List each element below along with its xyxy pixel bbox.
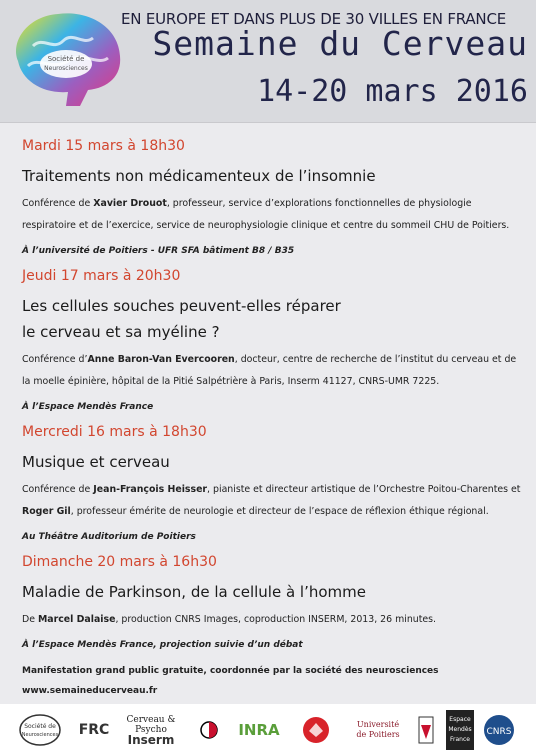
logo-cnrs bbox=[482, 710, 516, 750]
speaker-name: Roger Gil bbox=[22, 506, 71, 517]
svg-text:Neurosciences: Neurosciences bbox=[44, 65, 88, 72]
event-title: Traitements non médicamenteux de l’insomnie bbox=[22, 167, 376, 185]
partner-logos bbox=[0, 704, 536, 755]
event-title: Les cellules souches peuvent-elles réparer le cerveau et sa myéline ? bbox=[22, 297, 341, 341]
website-link[interactable]: www.semaineducerveau.fr bbox=[22, 686, 158, 696]
event-4 bbox=[22, 553, 522, 651]
page-title: Semaine du Cerveau bbox=[152, 24, 528, 63]
event-1 bbox=[22, 137, 522, 257]
event-2 bbox=[22, 267, 522, 413]
event-description: De Marcel Dalaise, production CNRS Images, coproduction INSERM, 2013, 26 minutes. bbox=[22, 614, 437, 625]
event-description: Conférence de Xavier Drouot, professeur, service d’explorations fonctionnelles de physiologie respiratoire et de l’exercice, service de neurophysiologie clinique et centre du sommeil CHU de Poitiers. bbox=[22, 198, 510, 231]
event-description: Conférence d’Anne Baron-Van Evercooren, docteur, centre de recherche de l’institut du cerveau et de la moelle épinière, hôpital de la Pitié Salpétrière à Paris, Inserm 41127, CNRS-UMR 7225. bbox=[22, 354, 517, 387]
event-location: À l’Espace Mendès France, projection suivie d’un débat bbox=[22, 640, 303, 650]
speaker-name: Anne Baron-Van Evercooren bbox=[87, 354, 235, 365]
svg-text:Société de: Société de bbox=[24, 723, 56, 730]
footer-note: Manifestation grand public gratuite, coordonnée par la société des neurosciences bbox=[22, 666, 439, 676]
logo-universite-poitiers: Université de Poitiers bbox=[356, 720, 400, 739]
svg-text:Neurosciences: Neurosciences bbox=[21, 732, 59, 738]
svg-text:Société de: Société de bbox=[47, 55, 85, 63]
event-description: Conférence de Jean-François Heisser, pianiste et directeur artistique de l’Orchestre Poitou-Charentes et Roger Gil, professeur émérite de neurologie et directeur de l’espace de réflexion éthique régional. bbox=[22, 484, 521, 517]
header-tagline: EN EUROPE ET DANS PLUS DE 30 VILLES EN FRANCE bbox=[121, 10, 506, 28]
logo-frc: FRC bbox=[78, 722, 110, 738]
event-dates: 14-20 mars 2016 bbox=[257, 74, 528, 109]
logo-societe-neurosciences bbox=[16, 710, 64, 750]
speaker-name: Xavier Drouot bbox=[93, 198, 167, 209]
event-date: Jeudi 17 mars à 20h30 bbox=[22, 268, 181, 284]
event-3 bbox=[22, 423, 522, 543]
logo-small-emblem bbox=[412, 710, 440, 750]
logo-circle-icon bbox=[196, 710, 222, 750]
event-location: Au Théâtre Auditorium de Poitiers bbox=[22, 532, 196, 542]
event-title: Musique et cerveau bbox=[22, 453, 170, 471]
event-date: Dimanche 20 mars à 16h30 bbox=[22, 554, 217, 570]
logo-inra: INRA bbox=[238, 721, 280, 739]
event-location: À l’Espace Mendès France bbox=[22, 402, 154, 412]
logo-region bbox=[296, 710, 336, 750]
logo-espace-mendes-france: Espace Mendès France bbox=[446, 710, 474, 750]
speaker-name: Jean-François Heisser bbox=[93, 484, 208, 495]
event-location: À l’université de Poitiers - UFR SFA bâtiment B8 / B35 bbox=[22, 246, 295, 256]
event-date: Mercredi 16 mars à 18h30 bbox=[22, 424, 207, 440]
logo-cerveau-psycho: Cerveau & Psycho Inserm bbox=[126, 715, 176, 747]
event-title: Maladie de Parkinson, de la cellule à l’homme bbox=[22, 583, 366, 601]
event-date: Mardi 15 mars à 18h30 bbox=[22, 138, 185, 154]
svg-text:CNRS: CNRS bbox=[486, 727, 512, 737]
speaker-name: Marcel Dalaise bbox=[37, 614, 116, 625]
poster-header bbox=[0, 0, 536, 120]
brain-logo bbox=[8, 6, 128, 116]
